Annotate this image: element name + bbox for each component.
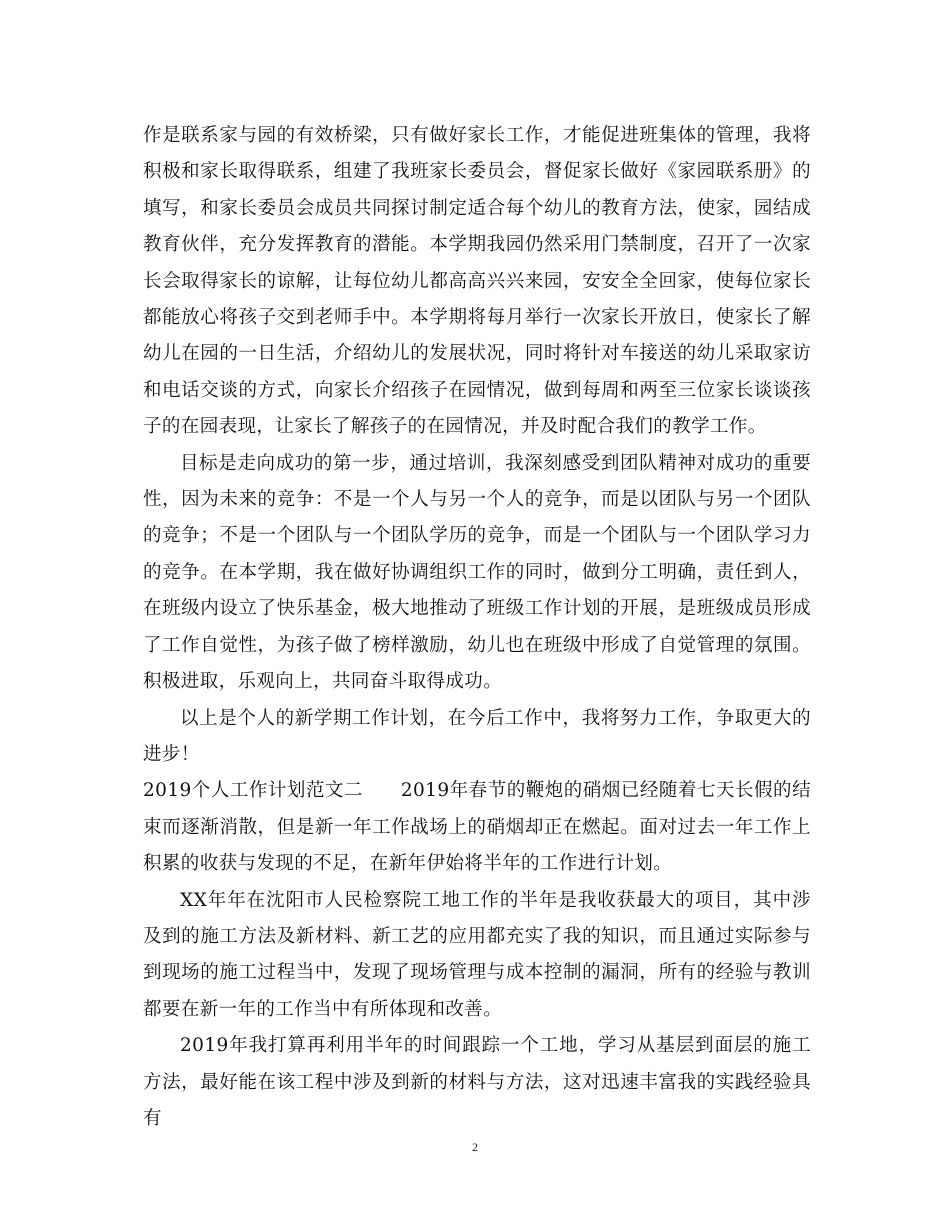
- page-number: 2: [472, 1140, 478, 1154]
- section-heading: 2019个人工作计划范文二: [143, 780, 364, 802]
- paragraph-team-spirit: 目标是走向成功的第一步，通过培训，我深刻感受到团队精神对成功的重要性，因为未来的竞争：不是一个人与另一个人的竞争，而是以团队与另一个团队的竞争；不是一个团队与一个团队学历的竞争，而是一个团队与一个团队学习力的竞争。在本学期，我在做好协调组织工作的同时，做到分工明确，责任到人，在班级内设立了快乐基金，极大地推动了班级工作计划的开展，是班级成员形成了工作自觉性，为孩子做了榜样激励，幼儿也在班级中形成了自觉管理的氛围。积极进取，乐观向上，共同奋斗取得成功。: [143, 452, 811, 693]
- paragraph-spring-festival: 2019年春节的鞭炮的硝烟已经随着七天长假的结束而逐渐消散，但是新一年工作战场上的硝烟却正在燃起。面对过去一年工作上积累的收获与发现的不足，在新年伊始将半年的工作进行计划。: [143, 780, 811, 875]
- paragraph-shenyang-project: XX年年在沈阳市人民检察院工地工作的半年是我收获最大的项目，其中涉及到的施工方法及新材料、新工艺的应用都充实了我的知识，而且通过实际参与到现场的施工过程当中，发现了现场管理与成本控制的漏洞，所有的经验与教训都要在新一年的工作当中有所体现和改善。: [143, 889, 811, 1020]
- paragraph-parent-communication: 作是联系家与园的有效桥梁，只有做好家长工作，才能促进班集体的管理，我将积极和家长取得联系，组建了我班家长委员会，督促家长做好《家园联系册》的填写，和家长委员会成员共同探讨制定适合每个幼儿的教育方法，使家，园结成教育伙伴，充分发挥教育的潜能。本学期我园仍然采用门禁制度，召开了一次家长会取得家长的谅解，让每位幼儿都高高兴兴来园，安安全全回家，使每位家长都能放心将孩子交到老师手中。本学期将每月举行一次家长开放日，使家长了解幼儿在园的一日生活，介绍幼儿的发展状况，同时将针对车接送的幼儿采取家访和电话交谈的方式，向家长介绍孩子在园情况，做到每周和两至三位家长谈谈孩子的在园表现，让家长了解孩子的在园情况，并及时配合我们的教学工作。: [143, 125, 811, 438]
- document-body: [143, 118, 811, 1137]
- paragraph-2019-plan: 2019年我打算再利用半年的时间跟踪一个工地，学习从基层到面层的施工方法，最好能在该工程中涉及到新的材料与方法，这对迅速丰富我的实践经验具有: [143, 1035, 811, 1129]
- section-intro-line: [143, 773, 811, 882]
- paragraph-conclusion: 以上是个人的新学期工作计划，在今后工作中，我将努力工作，争取更大的进步！: [143, 707, 811, 765]
